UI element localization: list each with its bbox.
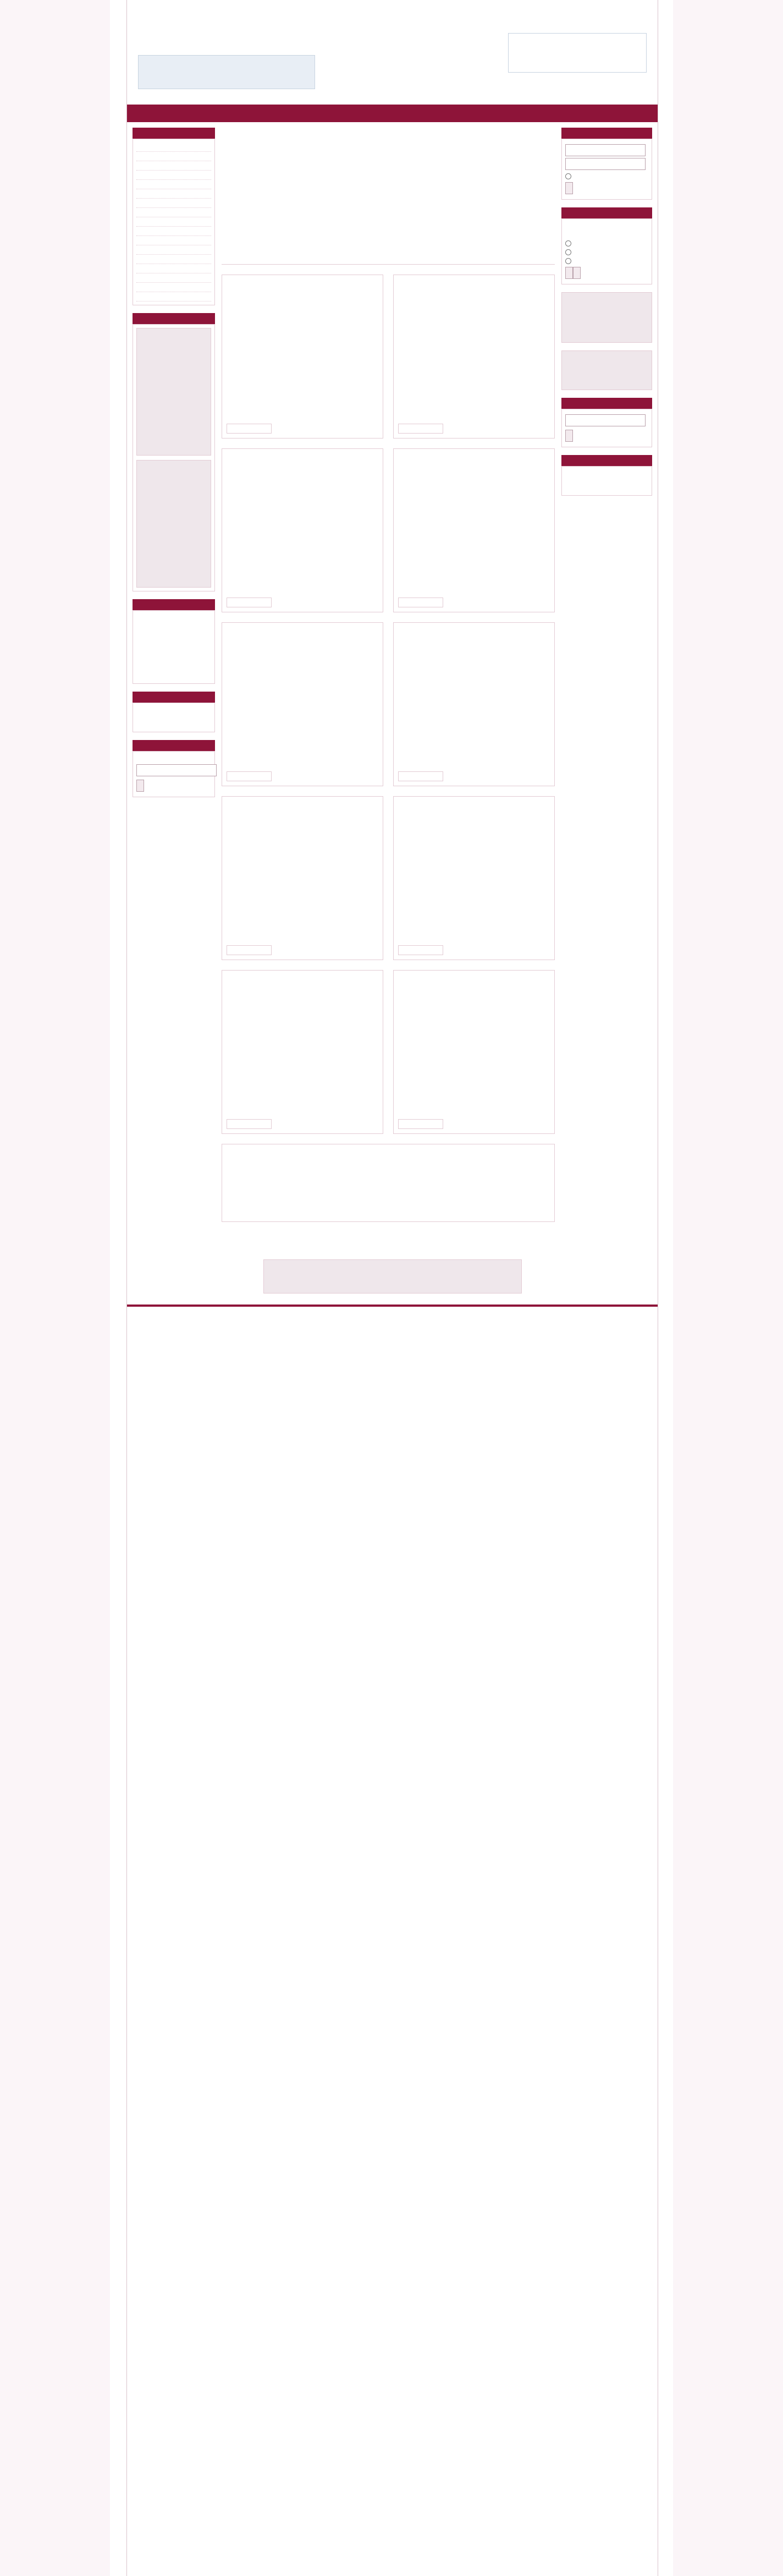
article-card [393,970,555,1134]
footer-text [127,1307,658,1318]
topnav-item[interactable] [180,111,218,118]
sidebar-menu-item[interactable] [136,273,211,283]
sidebar-menu-item[interactable] [136,292,211,302]
article-card [393,622,555,786]
sidebar-menu-item[interactable] [136,236,211,245]
poll-option-radio[interactable] [565,249,571,255]
bottom-banner[interactable] [263,1259,522,1294]
article-body [227,302,378,420]
sidebar-menu-item[interactable] [136,227,211,236]
poll-option[interactable] [565,248,648,256]
right-background-strip [673,0,783,2576]
sidebar-menu-item[interactable] [136,208,211,217]
topnav-item[interactable] [227,111,266,118]
login-field[interactable] [565,144,646,156]
article-card [393,448,555,612]
read-more-button[interactable] [398,598,443,607]
article-card [222,275,383,439]
poll-option-radio[interactable] [565,240,571,246]
read-more-button[interactable] [227,771,272,781]
article-body [398,475,550,594]
article-card [222,796,383,960]
poll-question [565,222,648,239]
article-body [227,997,378,1116]
poll-box-title [561,207,652,218]
related-link[interactable] [225,1172,551,1180]
brand-logo[interactable] [508,33,647,73]
intro-title [222,128,555,136]
article-meta [398,987,550,994]
newsletter-submit-button[interactable] [136,780,144,792]
book-cover-image[interactable] [136,460,211,588]
article-meta [398,813,550,820]
article-row [222,448,555,612]
article-card [222,448,383,612]
read-more-button[interactable] [398,424,443,434]
article-meta [227,292,378,298]
article-meta [398,639,550,646]
read-more-button[interactable] [398,1119,443,1129]
site-logo[interactable] [138,55,315,89]
intro-block [222,128,555,265]
support-text [136,614,211,680]
sidebar-menu-item[interactable] [136,245,211,255]
topnav-item[interactable] [369,111,407,118]
search-box-title [561,398,652,409]
article-row [222,796,555,960]
links-box [133,703,215,732]
menu-box-title [133,128,215,139]
login-box [561,139,652,200]
article-title[interactable] [227,801,378,810]
article-list [222,275,555,1134]
article-meta [227,987,378,994]
remember-me-checkbox[interactable] [565,173,571,179]
password-field[interactable] [565,158,646,170]
topnav-item[interactable] [416,111,455,118]
support-box [133,610,215,684]
article-body [398,302,550,420]
article-title[interactable] [398,627,550,636]
partners-box [561,466,652,496]
related-link[interactable] [225,1187,551,1195]
topnav-item[interactable] [511,111,549,118]
article-body [398,649,550,768]
poll-results-button[interactable] [573,267,581,279]
article-card [393,275,555,439]
article-meta [398,292,550,298]
search-box [561,409,652,447]
article-body [398,997,550,1116]
book-cover-image[interactable] [136,328,211,456]
topnav-item[interactable] [133,111,171,118]
books-box-title [133,313,215,324]
article-meta [227,813,378,820]
links-list-title [225,1148,551,1157]
sidebar-menu-item[interactable] [136,171,211,180]
flag-image [561,350,652,390]
related-link[interactable] [225,1195,551,1203]
topnav-item[interactable] [464,111,502,118]
article-meta [227,639,378,646]
search-input[interactable] [565,414,646,426]
related-link[interactable] [225,1164,551,1172]
read-more-button[interactable] [227,1119,272,1129]
article-title[interactable] [227,279,378,288]
read-more-button[interactable] [227,598,272,607]
pagination[interactable] [222,1240,555,1248]
poll-option-radio[interactable] [565,258,571,264]
left-background-strip [0,0,110,2576]
related-link[interactable] [225,1210,551,1218]
article-title[interactable] [398,801,550,810]
books-box [133,324,215,591]
menu-box [133,139,215,305]
newsletter-email-field[interactable] [136,764,217,776]
article-body [398,823,550,942]
sidebar-menu-item[interactable] [136,255,211,264]
sidebar-menu-item[interactable] [136,161,211,171]
support-box-title [133,599,215,610]
links-list [222,1144,555,1222]
remember-me-row[interactable] [565,172,648,180]
left-column [133,128,215,1248]
related-link[interactable] [225,1180,551,1187]
article-meta [398,465,550,472]
article-meta [227,465,378,472]
top-navigation [127,107,658,122]
login-button[interactable] [565,182,573,194]
poll-option[interactable] [565,256,648,265]
article-body [227,823,378,942]
search-button[interactable] [565,430,573,442]
article-row [222,970,555,1134]
article-title[interactable] [398,975,550,984]
poll-box [561,218,652,284]
links-box-title [133,692,215,703]
article-card [222,970,383,1134]
article-body [227,649,378,768]
sidebar-menu-item[interactable] [136,264,211,273]
topnav-item[interactable] [274,111,313,118]
article-title[interactable] [398,453,550,462]
poll-vote-button[interactable] [565,267,573,279]
article-title[interactable] [227,975,378,984]
sidebar-menu-item[interactable] [136,180,211,189]
page [126,0,658,2576]
newsletter-box-title [133,740,215,751]
article-title[interactable] [227,627,378,636]
content-columns [127,122,658,1254]
read-more-button[interactable] [227,424,272,434]
article-body [227,475,378,594]
article-card [222,622,383,786]
sidebar-menu-item[interactable] [136,217,211,227]
sidebar-menu-item[interactable] [136,142,211,152]
newsletter-label [136,755,211,763]
partners-box-title [561,455,652,466]
article-title[interactable] [398,279,550,288]
related-link[interactable] [225,1203,551,1210]
article-title[interactable] [227,453,378,462]
related-link[interactable] [225,1157,551,1164]
poll-option[interactable] [565,239,648,248]
article-row [222,275,555,439]
footer [127,1305,658,1351]
newsletter-box [133,751,215,797]
sidebar-menu-item[interactable] [136,199,211,208]
article-card [393,796,555,960]
right-column [561,128,652,1248]
sidebar-menu-item[interactable] [136,283,211,292]
login-box-title [561,128,652,139]
sponsor-banner[interactable] [561,292,652,343]
read-more-button[interactable] [398,771,443,781]
sidebar-menu-item[interactable] [136,189,211,199]
sidebar-menu-item[interactable] [136,152,211,161]
read-more-button[interactable] [227,945,272,955]
topnav-item[interactable] [322,111,360,118]
site-tagline [325,39,490,61]
article-row [222,622,555,786]
read-more-button[interactable] [398,945,443,955]
header [127,0,658,107]
main-column [222,128,555,1248]
